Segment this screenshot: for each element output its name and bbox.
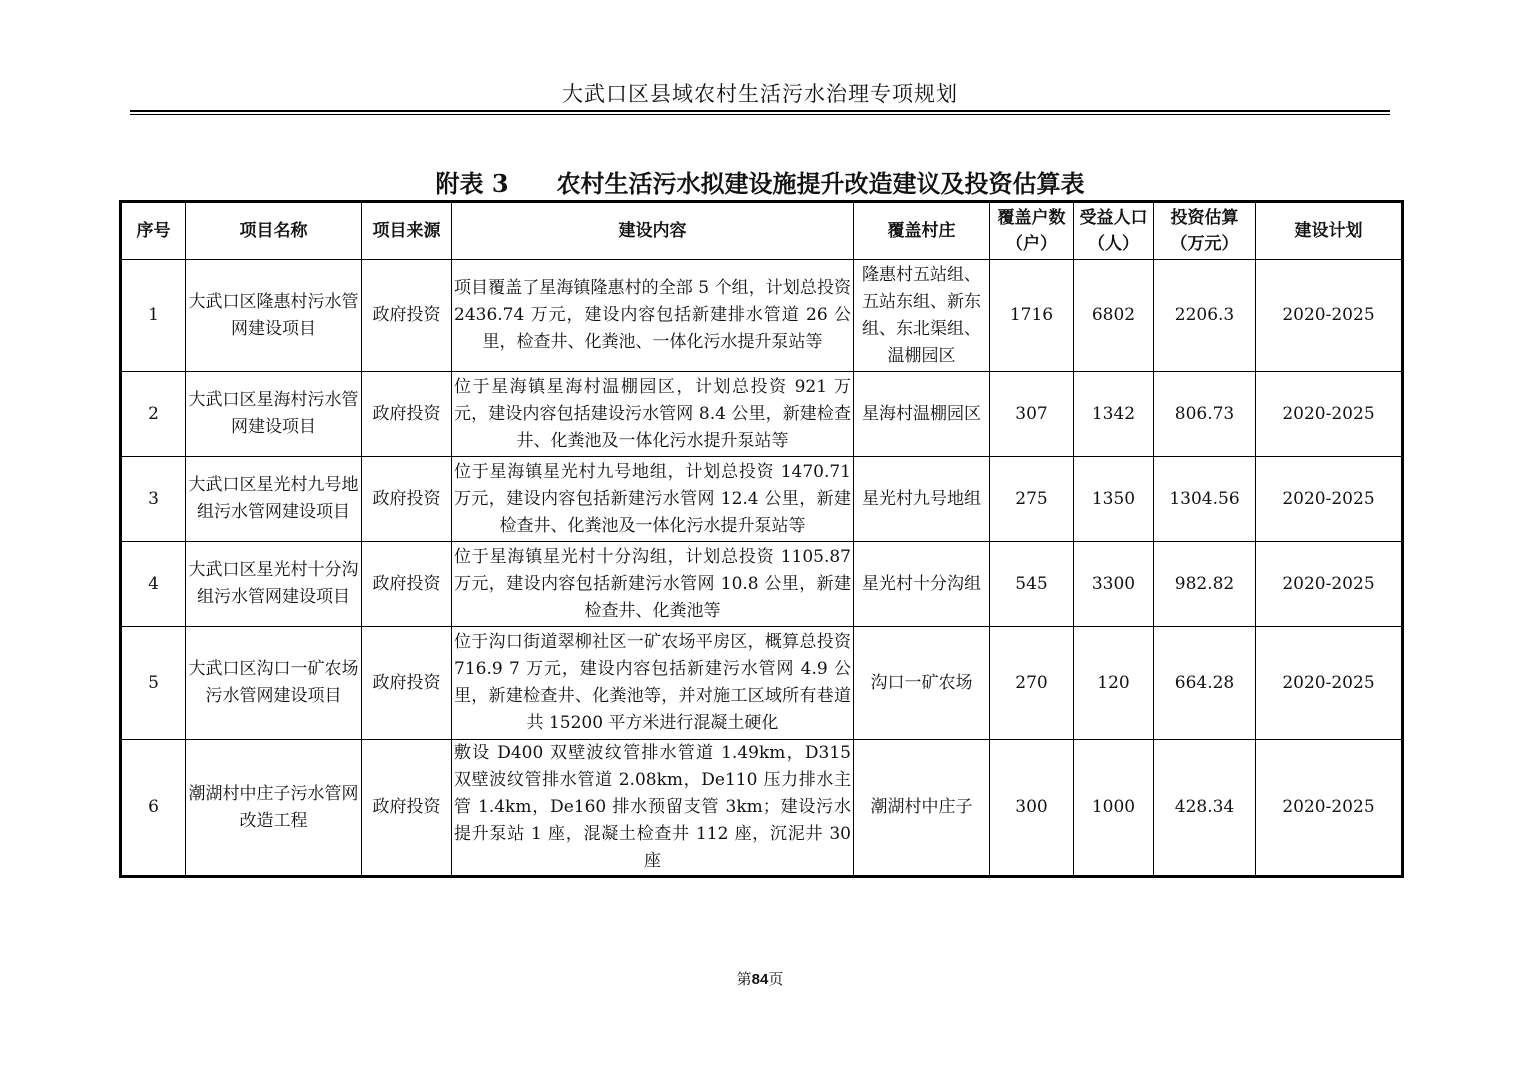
table-row [121,457,1403,542]
table-row [121,260,1403,372]
cell-households: 270 [990,627,1074,740]
cell-no: 4 [121,542,186,627]
cell-source: 政府投资 [362,740,452,877]
cell-no: 5 [121,627,186,740]
document-header-title: 大武口区县域农村生活污水治理专项规划 [562,82,958,106]
cell-name: 大武口区星光村十分沟组污水管网建设项目 [186,542,362,627]
cell-source: 政府投资 [362,627,452,740]
cell-name: 潮湖村中庄子污水管网改造工程 [186,740,362,877]
cell-population: 1350 [1074,457,1154,542]
cell-plan: 2020-2025 [1256,542,1403,627]
header-villages: 覆盖村庄 [854,202,990,260]
cell-households: 307 [990,372,1074,457]
table-header-row [121,202,1403,260]
header-households: 覆盖户数（户） [990,202,1074,260]
cell-name: 大武口区星海村污水管网建设项目 [186,372,362,457]
cell-no: 6 [121,740,186,877]
cell-plan: 2020-2025 [1256,627,1403,740]
footer-prefix: 第 [736,970,752,988]
investment-table [119,200,1404,878]
cell-source: 政府投资 [362,457,452,542]
header-name: 项目名称 [186,202,362,260]
cell-population: 6802 [1074,260,1154,372]
cell-villages: 星海村温棚园区 [854,372,990,457]
cell-content: 位于沟口街道翠柳社区一矿农场平房区，概算总投资 716.9 7 万元，建设内容包括新建污水管网 4.9 公里，新建检查井、化粪池等，并对施工区域所有巷道共 15200 平方米进行混凝土硬化 [452,627,854,740]
cell-investment: 664.28 [1154,627,1256,740]
cell-investment: 1304.56 [1154,457,1256,542]
cell-plan: 2020-2025 [1256,740,1403,877]
page-footer [0,968,1520,989]
header-plan: 建设计划 [1256,202,1403,260]
cell-villages: 星光村十分沟组 [854,542,990,627]
cell-source: 政府投资 [362,542,452,627]
footer-suffix: 页 [768,970,784,988]
cell-villages: 潮湖村中庄子 [854,740,990,877]
page-number: 84 [751,971,769,988]
cell-plan: 2020-2025 [1256,372,1403,457]
cell-content: 位于星海镇星光村九号地组，计划总投资 1470.71 万元，建设内容包括新建污水管网 12.4 公里，新建检查井、化粪池及一体化污水提升泵站等 [452,457,854,542]
cell-no: 2 [121,372,186,457]
cell-population: 3300 [1074,542,1154,627]
header-investment: 投资估算（万元） [1154,202,1256,260]
table-title [0,164,1520,199]
cell-investment: 428.34 [1154,740,1256,877]
cell-investment: 806.73 [1154,372,1256,457]
header-no: 序号 [121,202,186,260]
cell-population: 1342 [1074,372,1154,457]
cell-plan: 2020-2025 [1256,260,1403,372]
cell-name: 大武口区星光村九号地组污水管网建设项目 [186,457,362,542]
cell-name: 大武口区隆惠村污水管网建设项目 [186,260,362,372]
cell-no: 3 [121,457,186,542]
table-row [121,372,1403,457]
table-row [121,627,1403,740]
cell-content: 项目覆盖了星海镇隆惠村的全部 5 个组，计划总投资 2436.74 万元，建设内容包括新建排水管道 26 公里，检查井、化粪池、一体化污水提升泵站等 [452,260,854,372]
cell-investment: 2206.3 [1154,260,1256,372]
header-population: 受益人口（人） [1074,202,1154,260]
cell-content: 位于星海镇星海村温棚园区，计划总投资 921 万元，建设内容包括建设污水管网 8.4 公里，新建检查井、化粪池及一体化污水提升泵站等 [452,372,854,457]
header-rule-thick [130,110,1390,112]
cell-villages: 沟口一矿农场 [854,627,990,740]
table-title-label: 附表 3 [435,169,509,198]
cell-households: 300 [990,740,1074,877]
table-title-text: 农村生活污水拟建设施提升改造建议及投资估算表 [556,169,1085,198]
header-source: 项目来源 [362,202,452,260]
table-row [121,542,1403,627]
cell-source: 政府投资 [362,260,452,372]
cell-population: 120 [1074,627,1154,740]
cell-content: 敷设 D400 双壁波纹管排水管道 1.49km，D315 双壁波纹管排水管道 2.08km，De110 压力排水主管 1.4km，De160 排水预留支管 3km；建设污水提升泵站 1 座，混凝土检查井 112 座，沉泥井 30 座 [452,740,854,877]
table-row [121,740,1403,877]
cell-investment: 982.82 [1154,542,1256,627]
cell-no: 1 [121,260,186,372]
cell-villages: 星光村九号地组 [854,457,990,542]
cell-population: 1000 [1074,740,1154,877]
header-rule-thin [130,114,1390,115]
header-content: 建设内容 [452,202,854,260]
cell-plan: 2020-2025 [1256,457,1403,542]
cell-households: 1716 [990,260,1074,372]
cell-source: 政府投资 [362,372,452,457]
cell-content: 位于星海镇星光村十分沟组，计划总投资 1105.87 万元，建设内容包括新建污水管网 10.8 公里，新建检查井、化粪池等 [452,542,854,627]
cell-villages: 隆惠村五站组、五站东组、新东组、东北渠组、温棚园区 [854,260,990,372]
cell-households: 275 [990,457,1074,542]
cell-households: 545 [990,542,1074,627]
cell-name: 大武口区沟口一矿农场污水管网建设项目 [186,627,362,740]
